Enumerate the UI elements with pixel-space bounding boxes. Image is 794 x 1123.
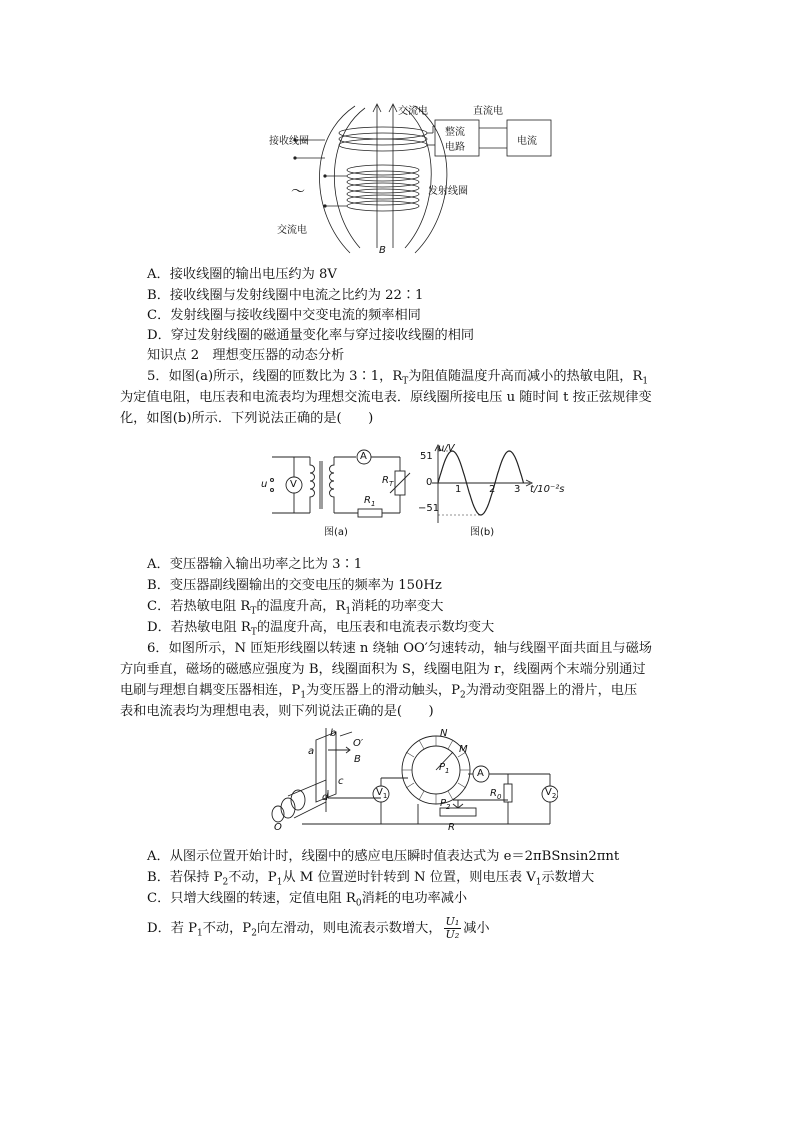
q6-l3-c: 为滑动变阻器上的滑片，电压 xyxy=(465,683,638,698)
label-current-box: 电流 xyxy=(517,136,537,147)
q6c-post: 消耗的电功率减小 xyxy=(361,891,468,906)
r1-letter: R xyxy=(364,495,371,506)
figure-generator-autotransformer xyxy=(268,728,558,836)
r1-sub: 1 xyxy=(370,500,376,508)
fig3-label-R0 xyxy=(490,788,501,801)
fig3-label-O: O xyxy=(274,822,282,833)
q5c-end: 消耗的功率变大 xyxy=(351,599,444,614)
v1-sub: 1 xyxy=(382,792,388,800)
voltmeter-label: V xyxy=(290,479,297,490)
figure-wireless-charging xyxy=(255,98,565,258)
caption-b: 图(b) xyxy=(470,527,495,538)
y-axis-label: u/V xyxy=(438,443,455,454)
fig3-label-B: B xyxy=(354,754,361,765)
label-ac-top: 交流电 xyxy=(398,106,428,117)
q6c-sub: 0 xyxy=(355,898,362,909)
fig3-label-d: d xyxy=(322,792,329,803)
fraction-numerator: U₁ xyxy=(445,915,460,928)
q6d-mid: 不动，P xyxy=(202,921,252,936)
fig3-label-P2 xyxy=(440,798,451,811)
q5d-pre: D．若热敏电阻 R xyxy=(147,620,251,635)
q4-option-a: A．接收线圈的输出电压约为 8V xyxy=(147,267,337,282)
q6b-sub2: 1 xyxy=(276,877,283,888)
q5-sub-t: T xyxy=(402,376,409,387)
circuit-label-u: u xyxy=(261,479,268,490)
v2-sub: 2 xyxy=(551,792,557,800)
q5c-pre: C．若热敏电阻 R xyxy=(147,599,251,614)
q6c-pre: C．只增大线圈的转速，定值电阻 R xyxy=(147,891,356,906)
label-B-field: B xyxy=(379,245,386,256)
q6b-post: 从 M 位置逆时针转到 N 位置，则电压表 V xyxy=(282,870,536,885)
q6d-end: 减小 xyxy=(463,921,490,936)
thermistor-label xyxy=(382,475,393,488)
q6-l3-b: 为变压器上的滑动触头，P xyxy=(306,683,460,698)
v2-letter: V xyxy=(545,787,552,798)
q6-option-b xyxy=(147,869,594,892)
q6d-post: 向左滑动，则电流表示数增大， xyxy=(256,921,442,936)
tick-label-1: 1 xyxy=(455,484,462,495)
q5-stem-line1 xyxy=(147,368,648,391)
q5-option-d xyxy=(147,619,494,642)
resistor-r1-label xyxy=(364,495,375,508)
q6d-sub: 1 xyxy=(197,928,203,939)
q4-option-d: D．穿过发射线圈的磁通量变化率与穿过接收线圈的相同 xyxy=(147,328,475,343)
r0-sub: 0 xyxy=(496,793,502,801)
fig3-label-c: c xyxy=(338,776,344,787)
q6-option-a: A．从图示位置开始计时，线圈中的感应电压瞬时值表达式为 e＝2πBSnsin2πnt xyxy=(147,849,620,864)
fig3-label-V1 xyxy=(376,787,387,800)
q6-l3-sub2: 2 xyxy=(459,690,466,701)
q6-l3-sub: 1 xyxy=(300,690,307,701)
p2-letter: P xyxy=(440,798,447,809)
q6d-pre: D．若 P xyxy=(147,921,198,936)
tick-label-0: 0 xyxy=(426,477,433,488)
fig3-label-A: A xyxy=(477,768,484,779)
q6-stem-line4: 表和电流表均为理想电表，则下列说法正确的是( ) xyxy=(120,704,434,719)
q6-stem-line3 xyxy=(120,682,637,705)
q5c-post: 的温度升高，R xyxy=(256,599,346,614)
q5-option-b: B．变压器副线圈输出的交变电压的频率为 150Hz xyxy=(147,578,442,593)
q5-sub-1: 1 xyxy=(642,376,649,387)
q5-option-a: A．变压器输入输出功率之比为 3∶1 xyxy=(147,557,363,572)
label-receive-coil: 接收线圈 xyxy=(269,136,309,147)
q6b-pre: B．若保持 P xyxy=(147,870,223,885)
q6-stem-line1: 6．如图所示，N 匝矩形线圈以转速 n 绕轴 OO′匀速转动，轴与线圈平面共面且与磁场 xyxy=(147,641,652,656)
q5c-sub2: 1 xyxy=(345,606,352,617)
q4-option-c: C．发射线圈与接收线圈中交变电流的频率相同 xyxy=(147,308,421,323)
q6b-sub3: 1 xyxy=(535,877,542,888)
fig3-label-O-prime: O′ xyxy=(353,738,364,749)
q5c-sub: T xyxy=(250,606,257,617)
thermistor-letter: R xyxy=(382,475,389,486)
fig3-label-R: R xyxy=(448,822,455,833)
fig3-label-a: a xyxy=(308,746,315,757)
p1-sub: 1 xyxy=(445,767,450,775)
tick-label-3: 3 xyxy=(514,484,521,495)
caption-a: 图(a) xyxy=(324,527,348,538)
label-rectifier-line2: 电路 xyxy=(445,142,465,153)
tick-label-51: 51 xyxy=(420,451,433,462)
tick-label-2: 2 xyxy=(489,484,496,495)
q6b-mid: 不动，P xyxy=(228,870,277,885)
label-transmit-coil: 发射线圈 xyxy=(428,186,468,197)
fig3-label-b: b xyxy=(330,728,337,739)
fig3-label-V2 xyxy=(545,787,556,800)
fig3-label-M: M xyxy=(459,744,468,755)
figure-voltage-graph xyxy=(418,443,568,539)
q5-text-a: 5．如图(a)所示，线圈的匝数比为 3∶1，R xyxy=(147,369,403,384)
label-rectifier-line1: 整流 xyxy=(445,127,465,138)
q6-option-d xyxy=(147,914,490,949)
q5d-post: 的温度升高，电压表和电流表示数均变大 xyxy=(256,620,495,635)
generator-circuit-diagram xyxy=(268,728,558,836)
q6-l3-a: 电刷与理想自耦变压器相连，P xyxy=(120,683,301,698)
q5-option-c xyxy=(147,598,443,621)
q5d-sub: T xyxy=(250,627,257,638)
q6-option-c xyxy=(147,890,467,913)
label-ac-bottom: 交流电 xyxy=(277,225,307,236)
ammeter-label: A xyxy=(360,451,367,462)
p1-letter: P xyxy=(439,762,446,773)
fig3-label-N: N xyxy=(440,728,448,739)
r0-letter: R xyxy=(490,788,497,799)
q5-stem-line2: 为定值电阻，电压表和电流表均为理想交流电表．原线圈所接电压 u 随时间 t 按正弦规律变 xyxy=(120,390,652,405)
thermistor-sub: T xyxy=(388,480,394,488)
q5-stem-line3: 化，如图(b)所示．下列说法正确的是( ) xyxy=(120,411,374,426)
tick-label-neg51: −51 xyxy=(418,503,440,514)
q6d-sub2: 2 xyxy=(251,928,257,939)
q5-text-b: 为阻值随温度升高而减小的热敏电阻，R xyxy=(408,369,643,384)
figure-transformer-circuit xyxy=(258,447,418,537)
voltage-ratio-fraction xyxy=(444,916,462,941)
label-dc-top: 直流电 xyxy=(473,106,503,117)
section-heading: 知识点 2 理想变压器的动态分析 xyxy=(147,348,345,363)
p2-sub: 2 xyxy=(446,803,451,811)
q6-stem-line2: 方向垂直，磁场的磁感应强度为 B，线圈面积为 S，线圈电阻为 r，线圈两个末端分别通过 xyxy=(120,662,646,677)
fig3-label-P1 xyxy=(439,762,450,775)
v1-letter: V xyxy=(376,787,383,798)
q6b-sub: 2 xyxy=(222,877,229,888)
fraction-denominator: U₂ xyxy=(445,928,460,941)
q4-option-b: B．接收线圈与发射线圈中电流之比约为 22∶1 xyxy=(147,288,424,303)
q6b-end: 示数增大 xyxy=(541,870,595,885)
x-axis-label: t/10⁻²s xyxy=(530,484,565,495)
label-tilde: ～ xyxy=(291,184,305,200)
